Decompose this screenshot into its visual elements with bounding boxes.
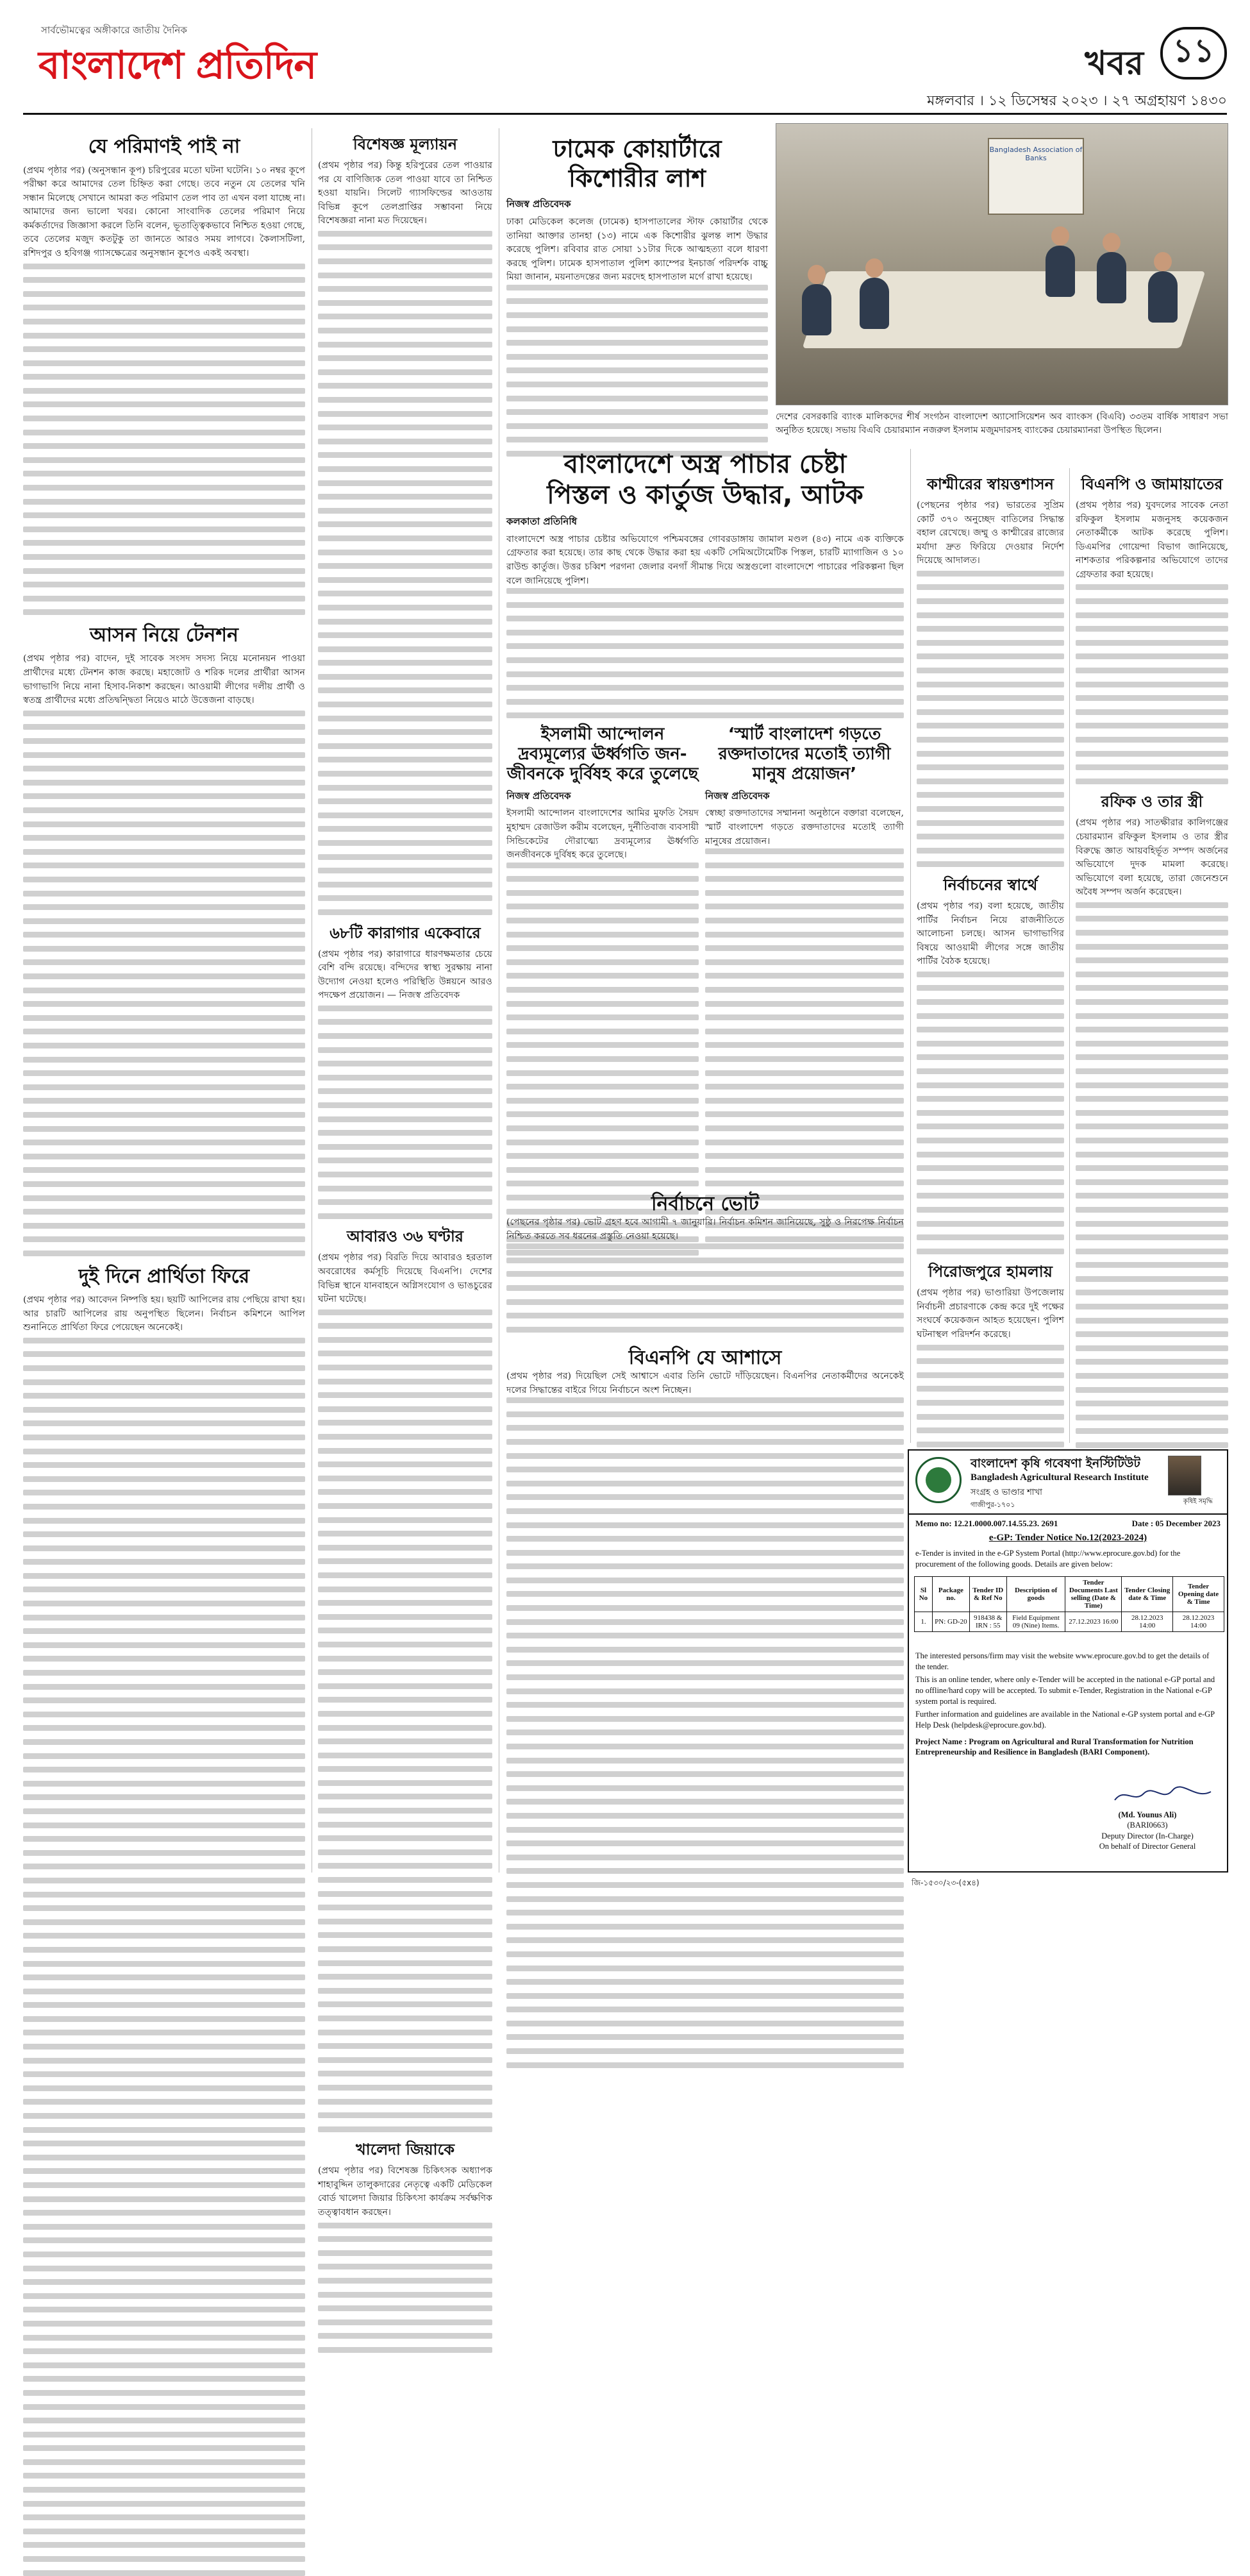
person (1148, 271, 1178, 323)
body-text-lines (1076, 584, 1228, 784)
story-body: (পেছনের পৃষ্ঠার পর) ভোট গ্রহণ হবে আগামী ৭ জানুয়ারি। নির্বাচন কমিশন জানিয়েছে, সুষ্ঠু ও নিরপেক্ষ নির্বাচন নিশ্চিত করতে সব ধরনের প্রস্তুতি নেওয়া হয়েছে। (506, 1217, 904, 1242)
story-title[interactable]: পিরোজপুরে হামলায় (928, 1263, 1053, 1281)
motto: কৃষিই সমৃদ্ধি (1183, 1498, 1213, 1505)
story-title[interactable]: দুই দিনে প্রার্থিতা ফিরে (78, 1265, 250, 1288)
body-text-lines (506, 588, 904, 718)
location: গাজীপুর-১৭০১ (971, 1501, 1015, 1509)
body-text-lines (705, 848, 904, 1242)
story-body: (প্রথম পৃষ্ঠার পর) বলা হয়েছে, জাতীয় পার্টির নির্বাচন নিয়ে রাজনীতিতে আলোচনা চলছে। আসন ভাগাভাগির বিষয়ে আওয়ামী লীগের সঙ্গে জাতীয় পার্টির বৈঠক হয়েছে। (917, 900, 1064, 967)
tender-title: e-GP: Tender Notice No.12(2023-2024) (988, 1533, 1147, 1543)
story-title[interactable]: ৬৮টি কারাগার একেবারে (329, 923, 481, 942)
story-body: ঢাকা মেডিকেল কলেজ (ঢামেক) হাসপাতালের স্টাফ কোয়ার্টার থেকে তানিয়া আক্তার তানহা (১৩) নামে এক কিশোরীর ঝুলন্ত লাশ উদ্ধার করেছে পুলিশ। রবিবার রাত সোয়া ১১টার দিকে আত্মহত্যা বলে ধারণা করছে পুলিশ। ঢামেক হাসপাতাল পুলিশ ক্যাম্পের ইনচার্জ পরিদর্শক বাচ্চু মিয়া জানান, ময়নাতদন্তের জন্য মরদেহ হাসপাতাল মর্গে রাখা হয়েছে। (506, 216, 768, 283)
byline: নিজস্ব প্রতিবেদক (506, 789, 571, 802)
table-cell: 27.12.2023 16:00 (1065, 1612, 1122, 1632)
column-header: Sl No (915, 1577, 933, 1612)
byline: নিজস্ব প্রতিবেদক (705, 789, 770, 802)
story-election-vote (506, 1193, 904, 1340)
body-text-lines (917, 972, 1064, 1254)
story-title[interactable]: যে পরিমাণই পাই না (88, 135, 240, 158)
table-cell: Field Equipment 09 (Nine) Items. (1006, 1612, 1065, 1632)
story-dmch (506, 135, 768, 436)
column-2 (318, 128, 492, 2218)
note: This is an online tender, where only e-Tender will be accepted in the national e-GP portal and no offline/hard copy will be accepted. To submit e-Tender, Registration in the National e-GP system portal is required. (915, 1675, 1215, 1706)
issue-date: মঙ্গলবার । ১২ ডিসেম্বর ২০২৩ । ২৭ অগ্রহায়ণ ১৪৩০ (927, 93, 1227, 109)
story-bnp-assurance (506, 1347, 904, 1873)
body-text-lines (23, 1338, 305, 2576)
story-title[interactable]: বিএনপি ও জামায়াতের (1081, 475, 1223, 493)
signer-block (1077, 1810, 1218, 1851)
body-text-lines (318, 1309, 492, 2132)
newspaper-logo[interactable]: বাংলাদেশ প্রতিদিন (38, 43, 317, 88)
notice-date: Date : 05 December 2023 (1131, 1519, 1221, 1528)
story-arms-smuggling (506, 449, 904, 718)
body-text-lines (506, 1243, 904, 1333)
table-cell: 28.12.2023 14:00 (1173, 1612, 1224, 1632)
masthead-rule (23, 113, 1227, 115)
signer-name: (Md. Younus Ali) (1118, 1810, 1177, 1819)
story-body: (প্রথম পৃষ্ঠার পর) বিরতি দিয়ে আবারও হরতাল অবরোধের কর্মসূচি দিয়েছে বিএনপি। দেশের বিভিন্ন স্থানে যানবাহনে অগ্নিসংযোগ ও ভাঙচুরের ঘটনা ঘটেছে। (318, 1252, 492, 1305)
org-name-bangla: বাংলাদেশ কৃষি গবেষণা ইনস্টিটিউট (971, 1456, 1140, 1470)
body-text-lines (23, 711, 305, 1256)
story-title[interactable]: খালেদা জিয়াকে (355, 2141, 455, 2159)
column-divider (1069, 468, 1070, 1443)
person-head (1051, 226, 1069, 246)
page-number-badge: ১১ (1160, 27, 1227, 80)
byline: নিজস্ব প্রতিবেদক (506, 198, 571, 210)
news-photo[interactable] (776, 123, 1228, 405)
story-body: ইসলামী আন্দোলন বাংলাদেশের আমির মুফতি সৈয়দ মুহাম্মদ রেজাউল করীম বলেছেন, দুর্নীতিবাজ ব্যবসায়ী সিন্ডিকেটের দৌরাত্ম্যে দ্রব্যমূল্যের ঊর্ধ্বগতি জনজীবনকে দুর্বিষহ করে তুলেছে। (506, 808, 699, 861)
org-name-english: Bangladesh Agricultural Research Institute (971, 1472, 1149, 1483)
column-header: Description of goods (1006, 1577, 1065, 1612)
story-body: (প্রথম পৃষ্ঠার পর) বিশেষজ্ঞ চিকিৎসক অধ্যাপক শাহাবুদ্দিন তালুকদারের নেতৃত্বে একটি মেডিকেল বোর্ড খালেদা জিয়ার চিকিৎসা কার্যক্রম সর্বক্ষণিক তত্ত্বাবধান করছেন। (318, 2166, 492, 2218)
note: The interested persons/firm may visit the website www.eprocure.gov.bd to get the details of the tender. (915, 1651, 1210, 1671)
story-body: স্বেচ্ছা রক্তদাতাদের সম্মাননা অনুষ্ঠানে বক্তারা বলেছেন, স্মার্ট বাংলাদেশ গড়তে রক্তদাতাদের মতোই ত্যাগী মানুষের প্রয়োজন। (705, 808, 904, 846)
person-head (808, 265, 826, 284)
column-header: Tender Closing date & Time (1122, 1577, 1173, 1612)
body-text-lines (318, 1006, 492, 1219)
masthead (23, 18, 1227, 114)
story-body: বাংলাদেশে অস্ত্র পাচার চেষ্টার অভিযোগে পশ্চিমবঙ্গের গোবরডাঙ্গায় জামাল মণ্ডল (৪৩) নামে এক ব্যক্তিকে গ্রেফতার করা হয়েছে। তার কাছ থেকে উদ্ধার করা হয় একটি সেমিঅটোমেটিক পিস্তল, চারটি ম্যাগাজিন ও ১০ রাউন্ড কার্তুজ। উত্তর চব্বিশ পরগনা জেলার বনগাঁ সীমান্ত দিয়ে অস্ত্রগুলো বাংলাদেশে পাচারের পরিকল্পনা ছিল বলে জানিয়েছে পুলিশ। (506, 534, 904, 586)
body-text-lines (506, 285, 768, 457)
body-text-lines (506, 1397, 904, 2068)
story-body: (পেছনের পৃষ্ঠার পর) ভারতের সুপ্রিম কোর্ট ৩৭০ অনুচ্ছেদ বাতিলের সিদ্ধান্ত বহাল রেখেছে। জম্মু ও কাশ্মীরের রাজ্যের মর্যাদা দ্রুত ফিরিয়ে দেওয়ার নির্দেশ দিয়েছে আদালত। (917, 500, 1064, 566)
story-body: (প্রথম পৃষ্ঠার পর) কিন্তু হরিপুরের তেল পাওয়ার পর যে বাণিজ্যিক তেল পাওয়া যাবে তা নিশ্চিত হওয়া যায়নি। সিলেট গ্যাসফিল্ডের আওতায় বিভিন্ন কূপে তেলপ্রাপ্তির সম্ভাবনা নিয়ে বিশেষজ্ঞরা নানা মত দিয়েছেন। (318, 160, 492, 226)
story-title[interactable]: আসন নিয়ে টেনশন (90, 623, 238, 646)
column-header: Tender Documents Last selling (Date & Time) (1065, 1577, 1122, 1612)
headline[interactable]: ইসলামী আন্দোলন দ্রব্যমূল্যের ঊর্ধ্বগতি জন-জীবনকে দুর্বিষহ করে তুলেছে (506, 725, 699, 784)
byline: কলকাতা প্রতিনিধি (506, 516, 578, 527)
signer-id: (BARI0663) (1127, 1821, 1168, 1830)
person (1097, 252, 1126, 303)
bari-seal-icon (915, 1457, 962, 1503)
person (802, 284, 831, 335)
column-header: Tender Opening date & Time (1173, 1577, 1224, 1612)
headline[interactable]: বাংলাদেশে অস্ত্র পাচার চেষ্টা পিস্তল ও কার্তুজ উদ্ধার, আটক (547, 450, 863, 510)
advertisement-code: জি-১৫৩০/২৩-(৫x৪) (912, 1878, 979, 1887)
person-head (865, 258, 883, 278)
table-cell: 28.12.2023 14:00 (1122, 1612, 1173, 1632)
headline[interactable]: নির্বাচনে ভোট (651, 1193, 760, 1215)
photo-caption: দেশের বেসরকারি ব্যাংক মালিকদের শীর্ষ সংগঠন বাংলাদেশ অ্যাসোসিয়েশন অব ব্যাংকস (বিএবি) ৩৩তম বার্ষিক সাধারণ সভা অনুষ্ঠিত হয়েছে। সভায় বিএবি চেয়ারম্যান নজরুল ইসলাম মজুমদারসহ ব্যাংকের চেয়ারম্যানরা উপস্থিত ছিলেন। (776, 412, 1228, 435)
column-right-a (917, 468, 1064, 1443)
story-body: (প্রথম পৃষ্ঠার পর) আবেদন নিষ্পত্তি হয়। ছয়টি আপিলের রায় পেছিয়ে রাখা হয়। আর চারটি আপিলের রায় অনুপস্থিত ছিলেন। নির্বাচন কমিশনে আপিল শুনানিতে প্রার্থিতা ফিরে পেয়েছেন অনেকেই। (23, 1295, 305, 1333)
story-body: (প্রথম পৃষ্ঠার পর) সাতক্ষীরার কালিগঞ্জের চেয়ারম্যান রফিকুল ইসলাম ও তার স্ত্রীর বিরুদ্ধে জ্ঞাত আয়বহির্ভূত সম্পদ অর্জনের অভিযোগে দুদক মামলা করেছে। অভিযোগে বলা হয়েছে, তারা জেনেশুনে অবৈধ সম্পদ অর্জন করেছেন। (1076, 818, 1228, 898)
story-body: (প্রথম পৃষ্ঠার পর) (অনুসন্ধান কূপ) চরিপুরের মতো ঘটনা ঘটেনি। ১০ নম্বর কূপে পরীক্ষা করে আমাদের তেল চিহ্নিত করা গেছে। তবে নতুন যে তেলের খনি সন্ধান মিলেছে সেখানে আমরা কত পরিমাণ তেল পাব তা এখন বলা যাচ্ছে না। আমাদের জন্য ভালো খবর। কোনো সাংবাদিক তেলের পরিমাণ নিয়ে কর্মকর্তাদের জিজ্ঞাসা করলে তিনি বলেন, ভূতাত্ত্বিকভাবে নিশ্চিত হওয়া গেছে, তবে তেলের মজুদ কতটুকু তা জানতে আরও সময় লাগবে। কৈলাসটিলা, রশিদপুর ও হবিগঞ্জ গ্যাসক্ষেত্রের অনুসন্ধান কূপেও একই অবস্থা। (23, 165, 305, 258)
story-smart-bangladesh (705, 725, 904, 1186)
table-cell: 1. (915, 1612, 933, 1632)
person-head (1103, 233, 1121, 252)
column-header: Tender ID & Ref No (969, 1577, 1006, 1612)
person (860, 278, 889, 329)
body-text-lines (318, 231, 492, 915)
signer-behalf: On behalf of Director General (1099, 1841, 1196, 1851)
section-name: খবর (1085, 44, 1144, 83)
person (1046, 246, 1075, 297)
signer-title: Deputy Director (In-Charge) (1101, 1831, 1194, 1840)
story-body: (প্রথম পৃষ্ঠার পর) যুবদলের সাবেক নেতা রফিকুল ইসলাম মজনুসহ কয়েকজন নেতাকর্মীকে আটক করেছে পুলিশ। ডিএমপির গোয়েন্দা বিভাগ জানিয়েছে, নাশকতার পরিকল্পনার অভিযোগে তাদের গ্রেফতার করা হয়েছে। (1076, 500, 1228, 580)
masthead-tagline: সার্বভৌমত্বের অঙ্গীকারে জাতীয় দৈনিক (41, 24, 187, 36)
note: Further information and guidelines are available in the National e-GP system portal and e-GP Help Desk (helpdesk@eprocure.gov.bd). (915, 1710, 1215, 1730)
tender-notice[interactable] (908, 1449, 1228, 1873)
story-body: (প্রথম পৃষ্ঠার পর) বাদেন, দুই সাবেক সংসদ সদস্য নিয়ে মনোনয়ন পাওয়া প্রার্থীদের মধ্যে টেনশন কাজ করছে। মহাজোট ও শরিক দলের প্রার্থীরা আসন ভাগাভাগি নিয়ে নানা হিসাব-নিকাশ করছেন। আওয়ামী লীগের দলীয় প্রার্থী ও স্বতন্ত্র প্রার্থীদের মধ্যে প্রতিদ্বন্দ্বিতা নিয়েও মাঠে উত্তেজনা বাড়ছে। (23, 653, 305, 706)
story-title[interactable]: আবারও ৩৬ ঘণ্টার (347, 1227, 463, 1246)
body-text-lines (917, 571, 1064, 867)
story-title[interactable]: বিশেষজ্ঞ মূল্যায়ন (353, 135, 458, 153)
story-body: (প্রথম পৃষ্ঠার পর) দিয়েছিল সেই আশ্বাসে এবার তিনি ভোটে দাঁড়িয়েছেন। বিএনপির নেতাকর্মীদের অনেকেই দলের সিদ্ধান্তের বাইরে গিয়ে নির্বাচনে অংশ নিচ্ছেন। (506, 1371, 904, 1395)
table-row (915, 1612, 1224, 1632)
story-title[interactable]: কাশ্মীরের স্বায়ত্তশাসন (927, 475, 1054, 493)
story-islami-andolon (506, 725, 699, 1186)
body-text-lines (23, 264, 305, 616)
table-cell: 918438 & IRN : 55 (969, 1612, 1006, 1632)
tender-intro: e-Tender is invited in the e-GP System Portal (http://www.eprocure.gov.bd) for the procurement of the following goods. Details are given below: (915, 1549, 1181, 1569)
column-divider (910, 449, 911, 1443)
project-name: Project Name : Program on Agricultural and Rural Transformation for Nutrition Entrepreneurship and Resilience in Bangladesh (BARI Component). (915, 1737, 1194, 1757)
column-right-b (1076, 468, 1228, 1443)
table-header-row (915, 1577, 1224, 1612)
portrait-icon (1168, 1456, 1201, 1495)
column-1 (23, 128, 305, 1873)
headline[interactable]: বিএনপি যে আশাসে (628, 1347, 782, 1369)
story-title[interactable]: নির্বাচনের স্বার্থে (943, 875, 1038, 894)
story-title[interactable]: রফিক ও তার স্ত্রী (1101, 793, 1203, 811)
tender-notes (915, 1651, 1221, 1733)
story-body: (প্রথম পৃষ্ঠার পর) ভাণ্ডারিয়া উপজেলায় নির্বাচনী প্রচারণাকে কেন্দ্র করে দুই পক্ষের সংঘর্ষে কয়েকজন আহত হয়েছেন। পুলিশ ঘটনাস্থল পরিদর্শন করেছে। (917, 1288, 1064, 1340)
event-banner: Bangladesh Association of Banks (988, 138, 1084, 215)
signature-icon (1112, 1784, 1214, 1806)
department-name: সংগ্রহ ও ভাণ্ডার শাখা (971, 1488, 1042, 1497)
headline[interactable]: ‘স্মার্ট বাংলাদেশ গড়তে রক্তদাতাদের মতোই ত্যাগী মানুষ প্রয়োজন’ (718, 725, 891, 784)
table-cell: PN: GD-20 (932, 1612, 969, 1632)
body-text-lines (318, 2223, 492, 2353)
story-body: (প্রথম পৃষ্ঠার পর) কারাগারে ধারণক্ষমতার চেয়ে বেশি বন্দি রয়েছে। বন্দিদের স্বাস্থ্য সুরক্ষায় নানা উদ্যোগ নেওয়া হলেও পরিস্থিতি উন্নয়নে আরও পদক্ষেপ প্রয়োজন। — নিজস্ব প্রতিবেদক (318, 948, 492, 1001)
tender-header (909, 1451, 1227, 1515)
memo-number: Memo no: 12.21.0000.007.14.55.23. 2691 (915, 1519, 1058, 1528)
column-header: Package no. (932, 1577, 969, 1612)
tender-table (914, 1576, 1224, 1632)
person-head (1154, 252, 1172, 271)
headline[interactable]: ঢামেক কোয়ার্টারে কিশোরীর লাশ (553, 135, 722, 192)
